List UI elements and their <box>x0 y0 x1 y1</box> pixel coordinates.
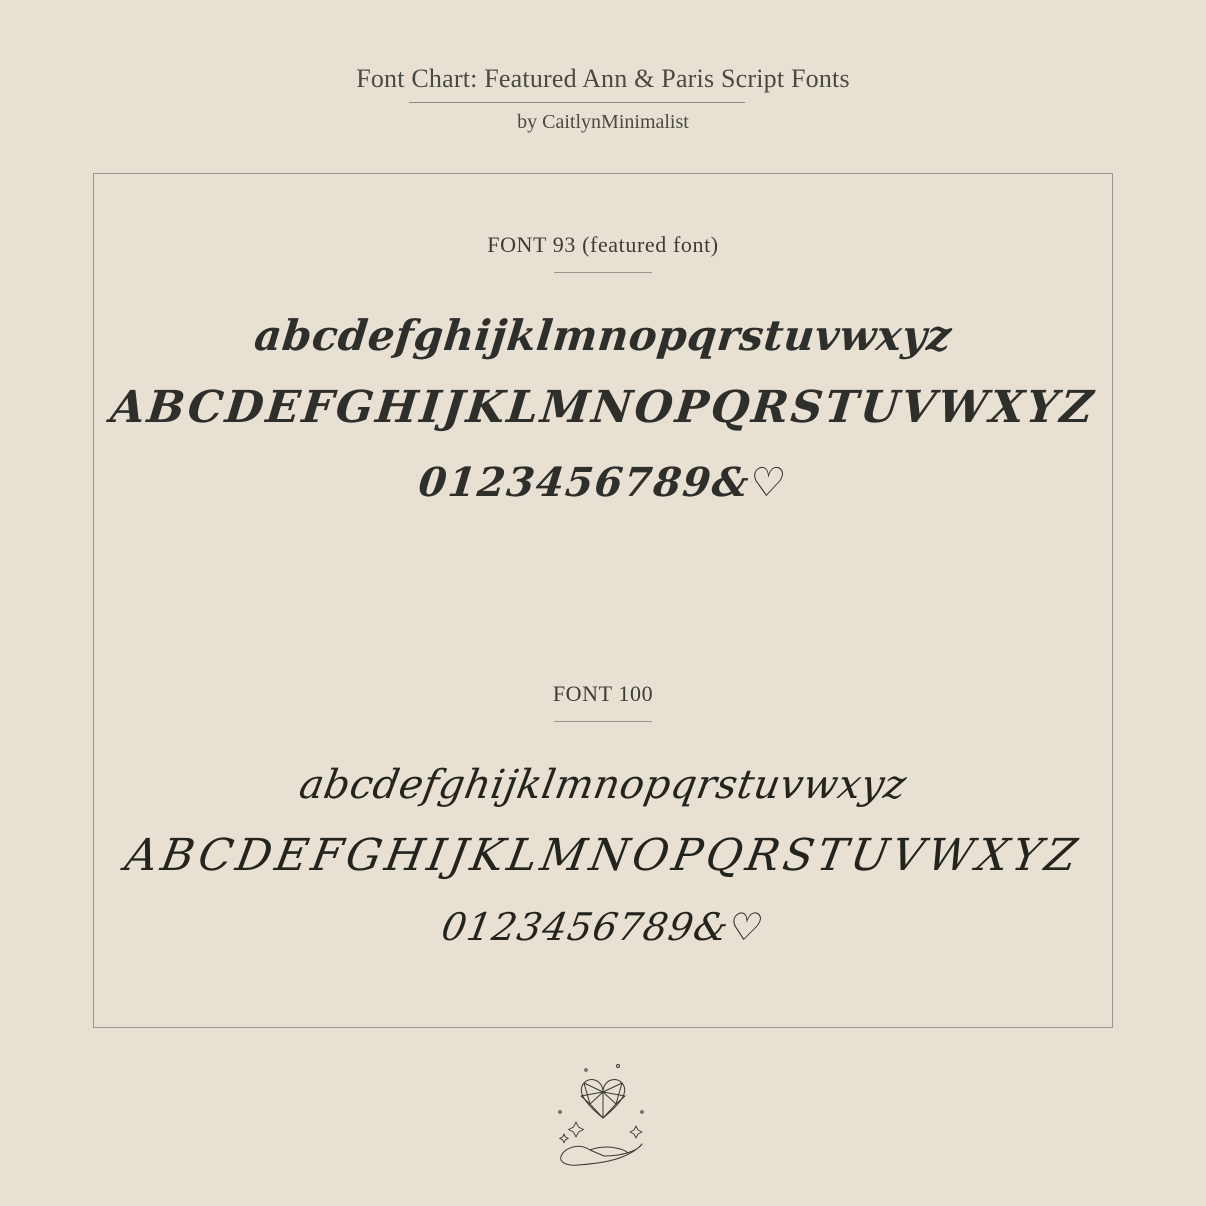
header <box>0 0 1206 134</box>
font-chart-box <box>93 173 1113 1028</box>
font-specimen-block-100 <box>94 681 1112 949</box>
font-93-lowercase: abcdefghijklmnopqrstuvwxyz <box>252 311 954 360</box>
font-specimen-block-93 <box>94 232 1112 506</box>
heart-in-hand-icon <box>518 1052 688 1177</box>
font-label-divider-100 <box>554 721 652 722</box>
font-93-uppercase: ABCDEFGHIJKLMNOPQRSTUVWXYZ <box>108 382 1098 433</box>
font-label-divider-93 <box>554 272 652 273</box>
font-100-uppercase: ABCDEFGHIJKLMNOPQRSTUVWXYZ <box>121 830 1085 881</box>
font-93-digits: 0123456789&♡ <box>416 459 790 506</box>
page-subtitle: by CaitlynMinimalist <box>517 110 689 133</box>
footer-logo <box>0 1052 1206 1177</box>
font-label-93: FONT 93 (featured font) <box>487 232 719 257</box>
font-100-lowercase: abcdefghijklmnopqrstuvwxyz <box>295 762 911 808</box>
page-title: Font Chart: Featured Ann & Paris Script Fonts <box>356 64 850 93</box>
font-label-100: FONT 100 <box>552 681 654 706</box>
title-divider <box>409 102 745 103</box>
font-100-digits: 0123456789&♡ <box>438 905 768 949</box>
